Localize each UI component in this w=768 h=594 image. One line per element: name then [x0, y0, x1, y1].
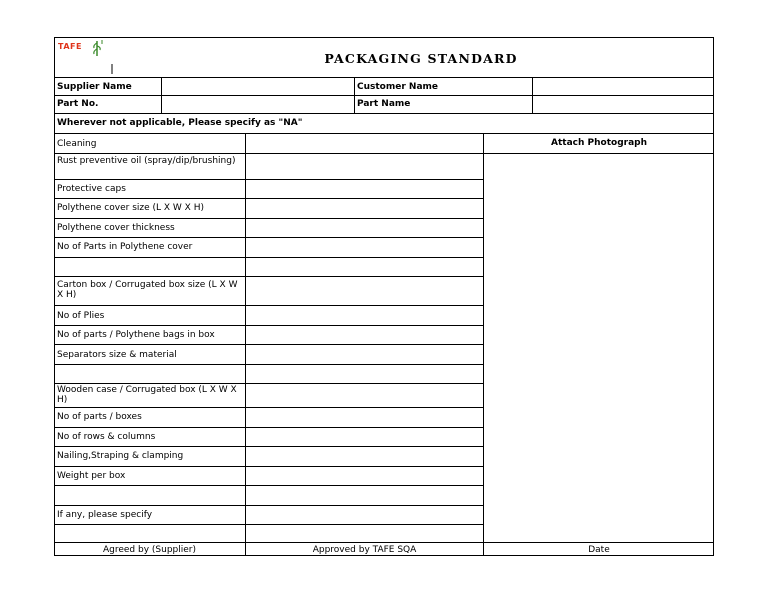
attach-photograph-header: Attach Photograph: [551, 138, 647, 148]
value-field[interactable]: [246, 326, 483, 344]
footer-agreed-by-supplier: Agreed by (Supplier): [102, 545, 197, 555]
value-field[interactable]: [246, 180, 483, 198]
row-label-rows-columns: No of rows & columns: [57, 432, 156, 442]
row-label-polythene-size: Polythene cover size (L X W X H): [57, 203, 204, 213]
leaf-logo-icon: [88, 38, 114, 74]
value-field[interactable]: [246, 408, 483, 427]
na-instruction: Wherever not applicable, Please specify as "NA": [57, 118, 303, 128]
row-label-carton-box-size: Carton box / Corrugated box size (L X W X H): [57, 280, 238, 300]
value-field[interactable]: [246, 238, 483, 257]
row-label-parts-bags-in-box: No of parts / Polythene bags in box: [57, 330, 215, 340]
value-field[interactable]: [246, 467, 483, 485]
part-name-label: Part Name: [357, 99, 411, 109]
supplier-name-label: Supplier Name: [57, 82, 132, 92]
row-label-wooden-case: Wooden case / Corrugated box (L X W X H): [57, 385, 237, 405]
row-label-if-any: If any, please specify: [57, 510, 153, 520]
row-label-protective-caps: Protective caps: [57, 184, 126, 194]
value-field[interactable]: [246, 506, 483, 524]
value-field[interactable]: [246, 134, 483, 153]
row-label-polythene-thickness: Polythene cover thickness: [57, 223, 175, 233]
value-field[interactable]: [246, 447, 483, 466]
part-name-field[interactable]: [533, 96, 713, 113]
tafe-logo: TAFE: [58, 42, 82, 51]
row-label-nailing: Nailing,Straping & clamping: [57, 451, 184, 461]
customer-name-field[interactable]: [533, 78, 713, 95]
part-no-label: Part No.: [57, 99, 99, 109]
value-field[interactable]: [246, 154, 483, 179]
part-no-field[interactable]: [162, 96, 354, 113]
row-label-cleaning: Cleaning: [57, 139, 97, 149]
page-title: PACKAGING STANDARD: [324, 51, 518, 66]
photograph-area[interactable]: [484, 154, 714, 542]
row-label-parts-per-box: No of parts / boxes: [57, 412, 142, 422]
value-field[interactable]: [246, 306, 483, 325]
value-field[interactable]: [246, 384, 483, 407]
value-field[interactable]: [246, 277, 483, 305]
value-field[interactable]: [246, 345, 483, 364]
footer-date: Date: [588, 545, 610, 555]
supplier-name-field[interactable]: [162, 78, 354, 95]
footer-approved-by-sqa: Approved by TAFE SQA: [312, 545, 417, 555]
value-field[interactable]: [246, 428, 483, 446]
row-label-parts-in-polythene: No of Parts in Polythene cover: [57, 242, 193, 252]
value-field[interactable]: [246, 219, 483, 237]
row-label-weight-per-box: Weight per box: [57, 471, 126, 481]
row-label-separators: Separators size & material: [57, 350, 177, 360]
row-label-no-of-plies: No of Plies: [57, 311, 105, 321]
customer-name-label: Customer Name: [357, 82, 438, 92]
value-field[interactable]: [246, 199, 483, 218]
row-label-rust-preventive: Rust preventive oil (spray/dip/brushing): [57, 156, 236, 166]
